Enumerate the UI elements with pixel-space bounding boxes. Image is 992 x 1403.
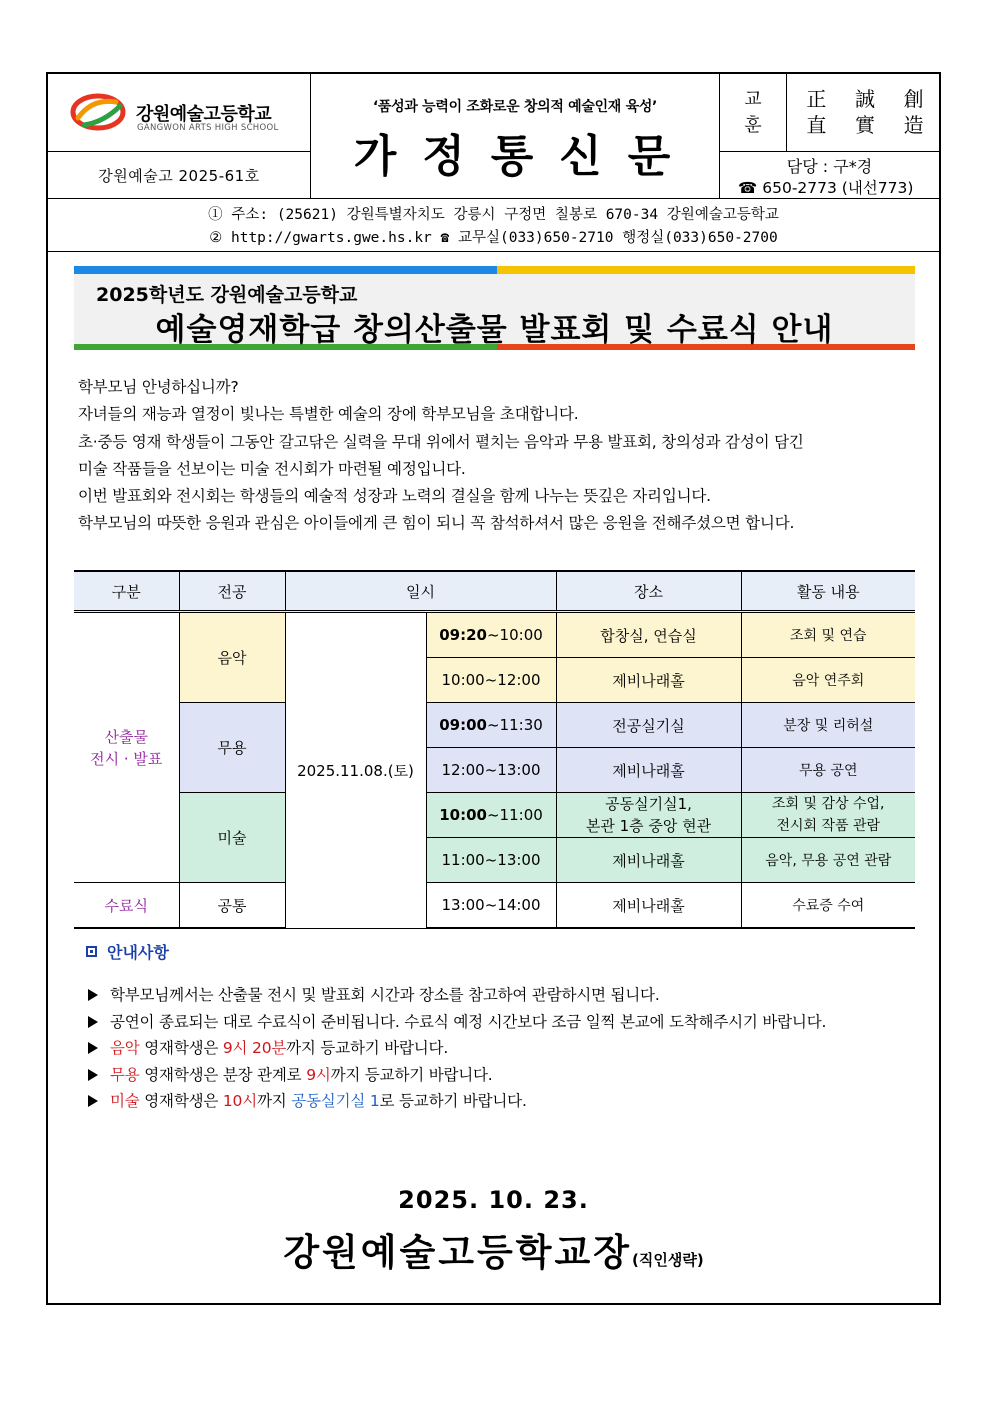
time-cell: 10:00~11:00 [426,793,556,838]
category-ceremony: 수료식 [74,883,179,929]
intro-line: 자녀들의 재능과 열정이 빛나는 특별한 예술의 장에 학부모님을 초대합니다. [78,405,579,424]
header-place: 장소 [556,571,741,612]
place-cell: 합창실, 연습실 [556,612,741,658]
header-major: 전공 [179,571,285,612]
table-header-row [74,571,915,612]
square-bullet-icon [86,946,97,957]
header-category: 구분 [74,571,179,612]
activity-cell: 수료증 수여 [741,883,915,929]
seal-note: (직인생략) [632,1251,704,1269]
signer-name: 강원예술고등학교장 [283,1231,632,1274]
address-line: ① 주소: (25621) 강원특별자치도 강릉시 구정면 칠봉로 670-34 강원예술고등학교 [208,207,779,223]
activity-cell: 분장 및 리허설 [741,703,915,748]
logo-school-name-en: GANGWON ARTS HIGH SCHOOL [137,123,279,133]
time-cell: 11:00~13:00 [426,838,556,883]
contact-phone: ☎ 650-2773 (내선773) [738,179,914,197]
time-cell: 10:00~12:00 [426,658,556,703]
list-item: 무용 영재학생은 분장 관계로 9시 까지 등교하기 바랍니다. [88,1062,928,1089]
intro-line: 학부모님 안녕하십니까? [78,378,239,396]
address-block [48,199,939,252]
table-row [74,793,915,838]
place-cell: 제비나래홀 [556,883,741,929]
major-dance: 무용 [179,703,285,793]
header-datetime: 일시 [285,571,556,612]
slogan: ‘품성과 능력이 조화로운 창의적 예술인재 육성’ [372,99,658,115]
logo-school-name: 강원예술고등학교 [136,104,272,125]
signature [48,1222,939,1276]
time-cell: 09:00~11:30 [426,703,556,748]
event-date: 2025.11.08.(토) [285,612,426,929]
category-exhibit: 산출물 전시 · 발표 [74,612,179,883]
activity-cell: 음악, 무용 공연 관람 [741,838,915,883]
motto-characters: 正 誠 創 直 實 造 [806,87,924,137]
logo-cell [48,74,311,152]
place-cell: 제비나래홀 [556,748,741,793]
major-common: 공통 [179,883,285,929]
place-cell: 공동실기실1, 본관 1층 중앙 현관 [556,793,741,838]
triangle-bullet-icon [88,989,98,1001]
school-logo-icon [70,92,130,132]
activity-cell: 조회 및 감상 수업, 전시회 작품 관람 [741,793,915,838]
motto-label: 교 훈 [720,74,787,151]
place-cell: 전공실기실 [556,703,741,748]
activity-cell: 음악 연주회 [741,658,915,703]
list-item: 공연이 종료되는 대로 수료식이 준비됩니다. 수료식 예정 시간보다 조금 일찍 본교에 도착해주시기 바랍니다. [88,1009,928,1036]
intro-text [78,374,918,538]
contact-person: 담당 : 구*경 [786,157,873,176]
activity-cell: 조회 및 연습 [741,612,915,658]
triangle-bullet-icon [88,1042,98,1054]
list-item: 학부모님께서는 산출물 전시 및 발표회 시간과 장소를 참고하여 관람하시면 됩니다. [88,982,928,1009]
intro-line: 미술 작품들을 선보이는 미술 전시회가 마련될 예정입니다. [78,459,466,478]
triangle-bullet-icon [88,1069,98,1081]
title-cell [311,74,720,198]
triangle-bullet-icon [88,1095,98,1107]
motto-cell [720,74,939,152]
table-row [74,883,915,929]
major-art: 미술 [179,793,285,883]
banner-subtitle: 2025학년도 강원예술고등학교 [96,284,358,306]
issue-number: 강원예술고 2025-61호 [48,152,311,198]
intro-line: 초·중등 영재 학생들이 그동안 갈고닦은 실력을 무대 위에서 펼치는 음악과 무용 발표회, 창의성과 감성이 담긴 [78,432,804,451]
place-cell: 제비나래홀 [556,658,741,703]
list-item: 음악 영재학생은 9시 20분 까지 등교하기 바랍니다. [88,1035,928,1062]
banner-title: 예술영재학급 창의산출물 발표회 및 수료식 안내 [155,312,834,348]
time-cell: 09:20~10:00 [426,612,556,658]
table-row [74,612,915,658]
contact-cell [720,152,939,198]
time-cell: 13:00~14:00 [426,883,556,929]
major-music: 음악 [179,612,285,703]
title-banner [74,266,915,350]
notes-list [88,982,928,1115]
letterhead [48,74,939,199]
time-cell: 12:00~13:00 [426,748,556,793]
notes-heading: 안내사항 [86,940,169,963]
intro-line: 이번 발표회와 전시회는 학생들의 예술적 성장과 노력의 결실을 함께 나누는 뜻깊은 자리입니다. [78,487,711,506]
activity-cell: 무용 공연 [741,748,915,793]
header-activity: 활동 내용 [741,571,915,612]
newsletter-page [46,72,941,1305]
table-row [74,703,915,748]
issue-date: 2025. 10. 23. [398,1186,589,1214]
paper-title: 가정통신문 [353,131,697,182]
triangle-bullet-icon [88,1016,98,1028]
schedule-table [74,570,915,929]
list-item: 미술 영재학생은 10시 까지 공동실기실 1 로 등교하기 바랍니다. [88,1088,928,1115]
place-cell: 제비나래홀 [556,838,741,883]
website-phone-line: ② http://gwarts.gwe.hs.kr ☎ 교무실(033)650-2710 행정실(033)650-2700 [209,230,778,246]
intro-line: 학부모님의 따뜻한 응원과 관심은 아이들에게 큰 힘이 되니 꼭 참석하셔서 많은 응원을 전해주셨으면 합니다. [78,514,795,533]
